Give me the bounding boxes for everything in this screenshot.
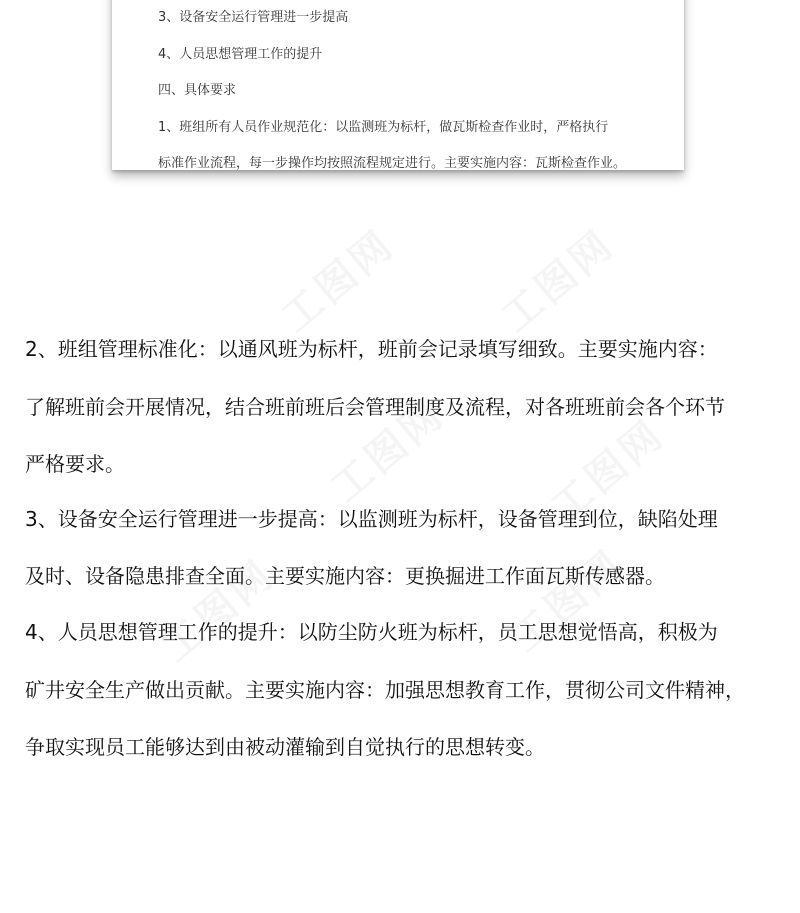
text-line: 了解班前会开展情况，结合班前班后会管理制度及流程，对各班班前会各个环节 bbox=[25, 395, 725, 419]
text-line: 2、班组管理标准化：以通风班为标杆，班前会记录填写细致。主要实施内容： bbox=[25, 337, 718, 361]
text-line: 3、设备安全运行管理进一步提高：以监测班为标杆，设备管理到位，缺陷处理 bbox=[25, 507, 718, 531]
watermark: 工图网 bbox=[322, 391, 454, 512]
watermark: 工图网 bbox=[542, 411, 674, 532]
text-line: 及时、设备隐患排查全面。主要实施内容：更换掘进工作面瓦斯传感器。 bbox=[25, 564, 665, 588]
excerpt-line: 3、设备安全运行管理进一步提高 bbox=[158, 10, 349, 25]
text-line: 矿井安全生产做出贡献。主要实施内容：加强思想教育工作，贯彻公司文件精神， bbox=[25, 678, 745, 702]
watermark: 工图网 bbox=[502, 541, 634, 662]
text-line: 4、人员思想管理工作的提升：以防尘防火班为标杆，员工思想觉悟高，积极为 bbox=[25, 620, 718, 644]
watermark: 工图网 bbox=[272, 221, 404, 342]
text-line: 争取实现员工能够达到由被动灌输到自觉执行的思想转变。 bbox=[25, 735, 545, 759]
excerpt-line: 四、具体要求 bbox=[158, 83, 237, 98]
excerpt-line: 4、人员思想管理工作的提升 bbox=[158, 47, 323, 62]
watermark: 工图网 bbox=[152, 551, 284, 672]
excerpt-line: 1、班组所有人员作业规范化：以监测班为标杆，做瓦斯检查作业时，严格执行 bbox=[158, 120, 609, 135]
excerpt-line: 标准作业流程，每一步操作均按照流程规定进行。主要实施内容：瓦斯检查作业。 bbox=[158, 156, 627, 171]
watermark: 工图网 bbox=[492, 221, 624, 342]
text-line: 严格要求。 bbox=[25, 452, 125, 476]
document-excerpt-card bbox=[112, 0, 684, 170]
